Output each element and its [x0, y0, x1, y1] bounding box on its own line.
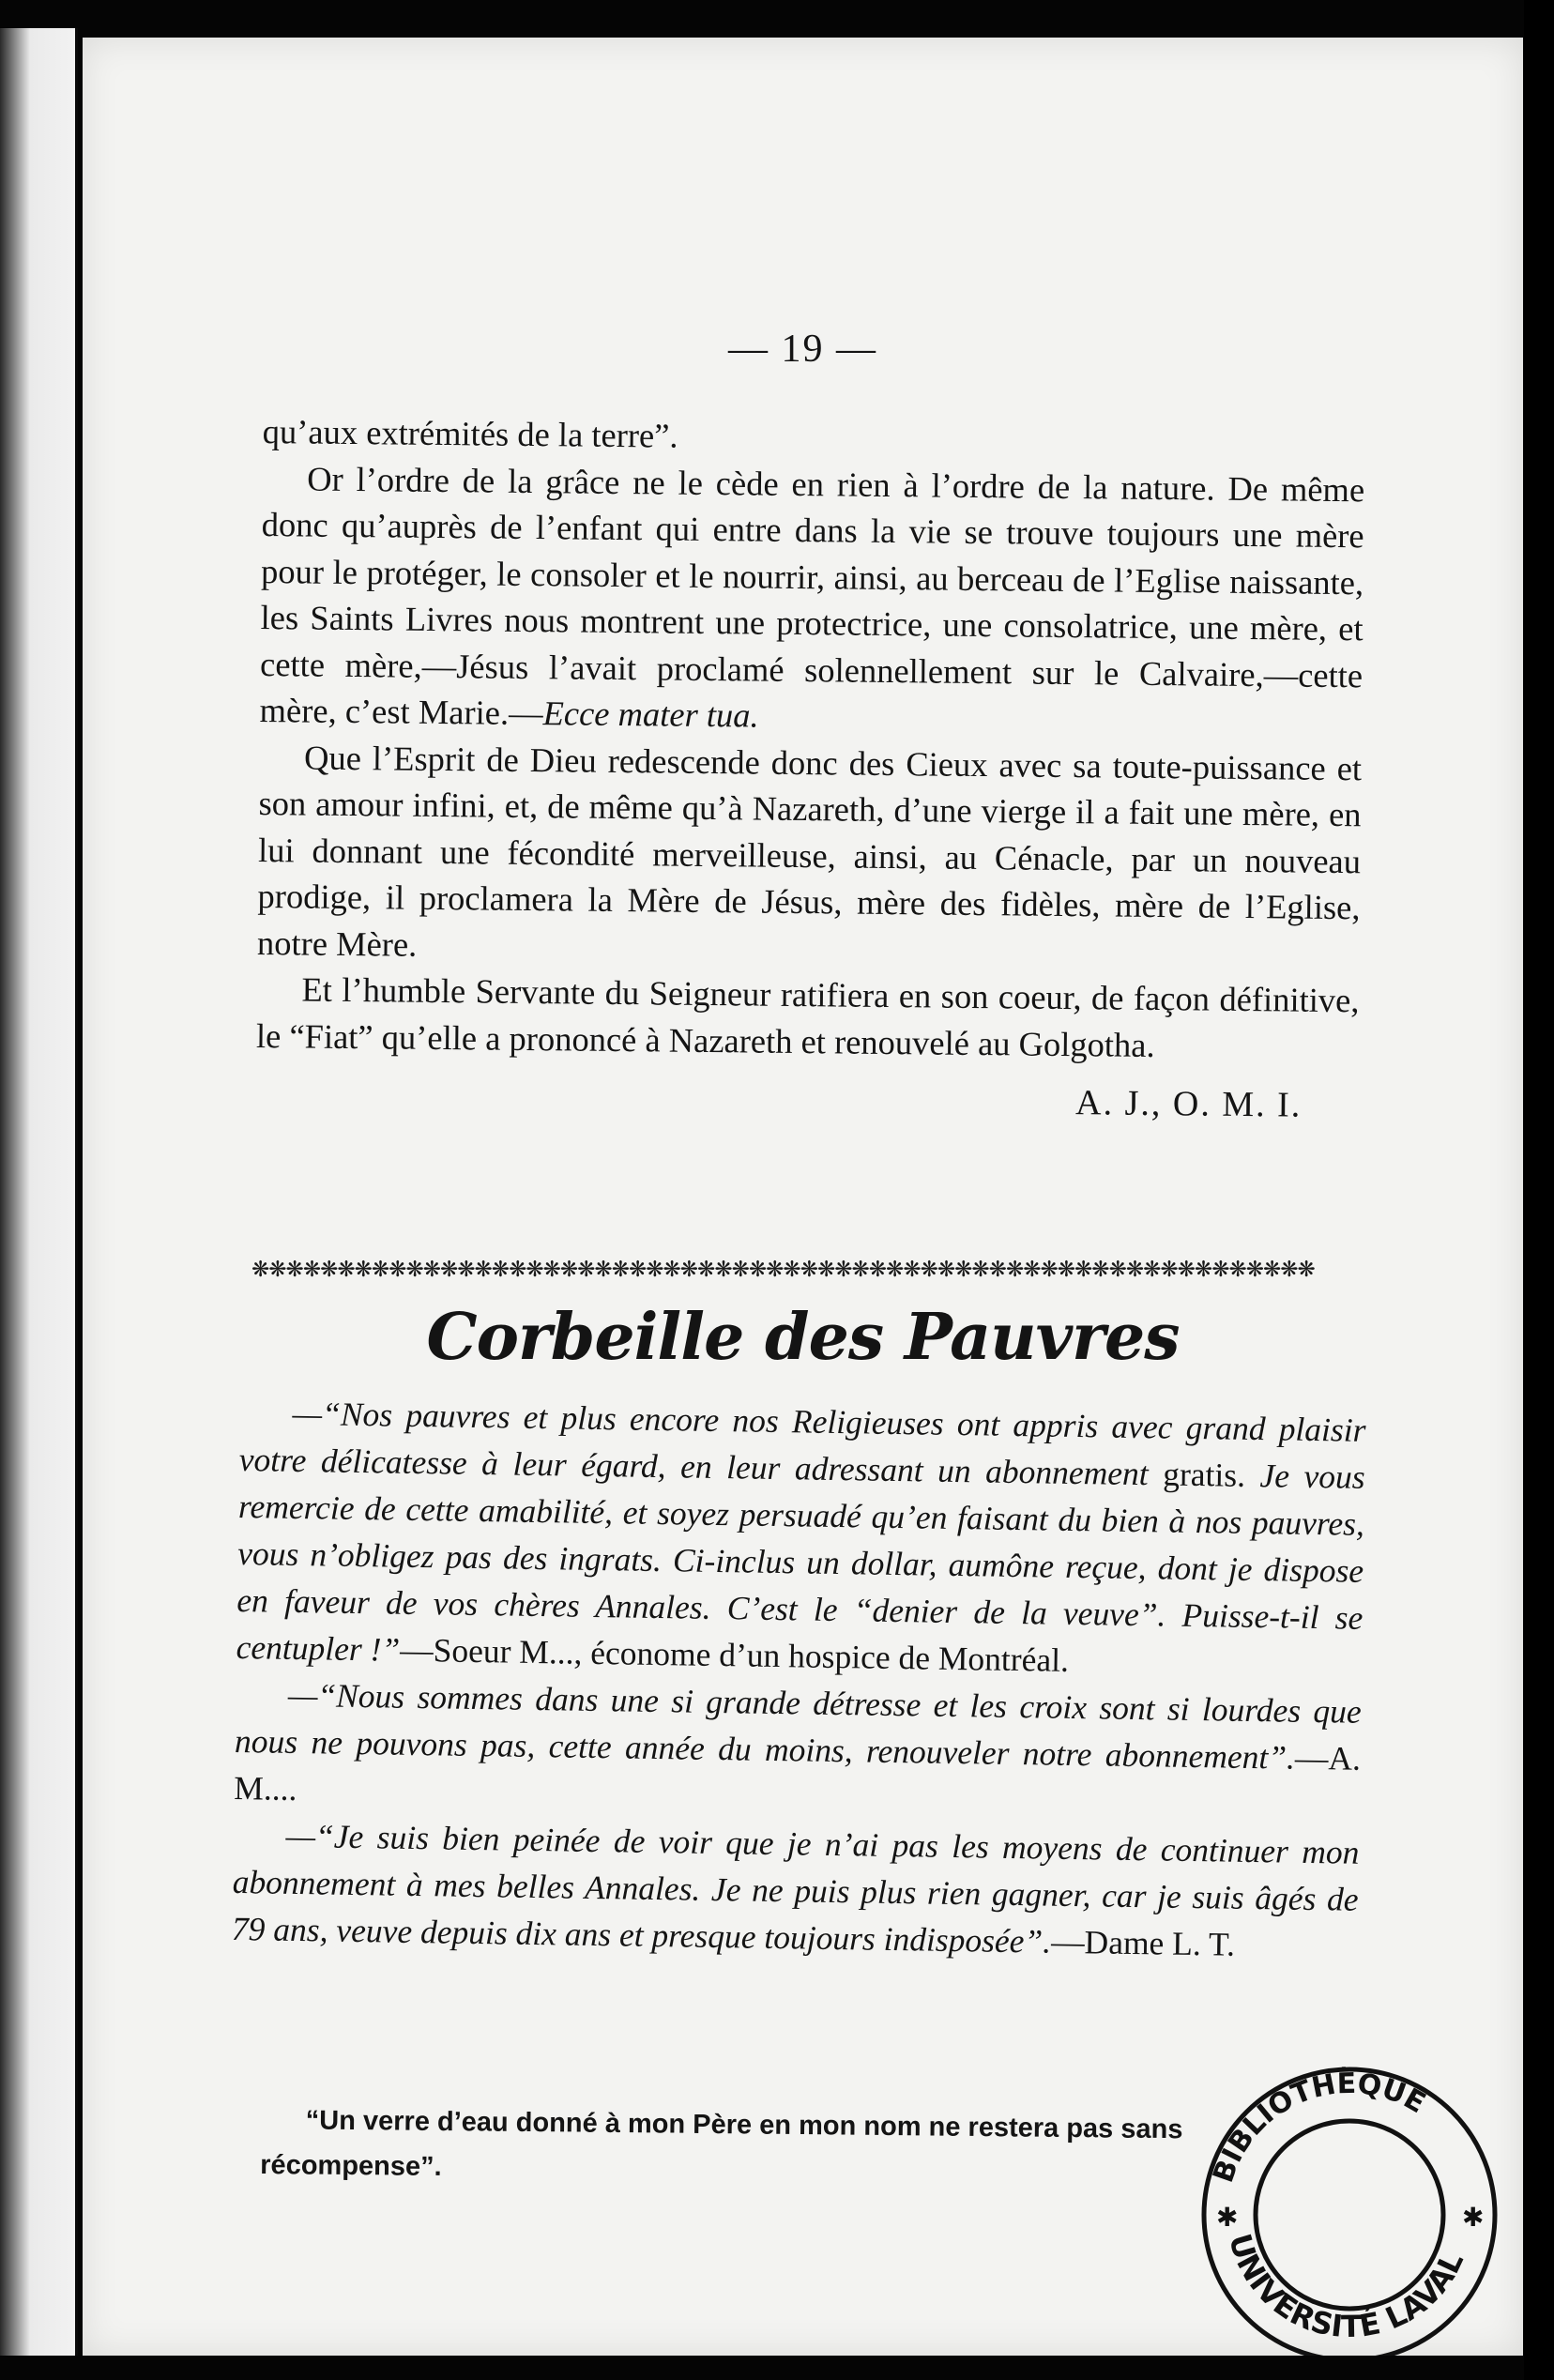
page-number: — 19 — — [728, 328, 877, 371]
article-paragraph-2-text: Or l’ordre de la grâce ne le cède en rien à l’ordre de la nature. De même donc qu’auprès de l’enfant qui entre dans la vie se trouve toujours une mère pour le protéger, le consoler et le nourrir, ainsi, au berceau de l’Eglise naissante, les Saints Livres nous montrent une protectrice, une consolatrice, une mère, et cette mère,—Jésus l’avait proclamé solennellement sur le Calvaire,—cette mère, c’est Marie.— — [259, 458, 1365, 733]
article-paragraph-1: qu’aux extrémités de la terre”. — [262, 411, 678, 455]
letter-1 — [236, 1389, 1366, 1688]
scan-right-edge — [1524, 0, 1554, 2380]
letter-2-quote: —“Nous sommes dans une si grande détresse et les croix sont si lourdes que nous ne pouvons pas, cette année du moins, renouveler notre abonnement”. — [234, 1675, 1363, 1777]
stamp-star-left: ✱ — [1216, 2202, 1239, 2233]
stamp-star-right: ✱ — [1462, 2202, 1485, 2233]
letter-1-gratis: gratis. — [1148, 1455, 1260, 1495]
ornamental-divider: ❋❋❋❋❋❋❋❋❋❋❋❋❋❋❋❋❋❋❋❋❋❋❋❋❋❋❋❋❋❋❋❋❋❋❋❋❋❋❋❋❋❋❋❋❋❋❋❋❋❋❋❋❋❋❋❋❋❋❋❋❋❋ — [251, 1258, 1315, 1282]
letter-1-attribution: —Soeur M..., économe d’un hospice de Montréal. — [399, 1630, 1070, 1679]
letters-section — [232, 1389, 1366, 1970]
stamp-label-top: BIBLIOTHÈQUE — [1207, 2067, 1431, 2188]
letter-3 — [232, 1811, 1360, 1970]
article-paragraph-3: Que l’Esprit de Dieu redescende donc des Cieux avec sa toute-puissance et son amour infini, et, de même qu’à Nazareth, d’une vierge il a fait une mère, en lui donnant une fécondité merveilleuse, ainsi, au Cénacle, par un nouveau prodige, il proclamera la Mère de Jésus, mère des fidèles, mère de l’Eglise, notre Mère. — [256, 737, 1363, 964]
letter-2 — [234, 1671, 1362, 1829]
letter-3-quote: —“Je suis bien peinée de voir que je n’ai pas les moyens de continuer mon abonnement à mes belles Annales. Je ne puis plus rien gagner, car je suis âgés de 79 ans, veuve depuis dix ans et presque toujours indisposée”. — [231, 1816, 1360, 1960]
letter-2-attribution: —A. M.... — [234, 1738, 1362, 1808]
article-paragraph-2 — [259, 454, 1364, 744]
article-paragraph-4: Et l’humble Servante du Seigneur ratifiera en son coeur, de façon définitive, le “Fiat” qu’elle a prononcé à Nazareth et renouvelé au Golgotha. — [255, 969, 1360, 1064]
letter-1-quote-b: Je vous remercie de cette amabilité, et soyez persuadé qu’en faisant du bien à nos pauvres, vous n’obligez pas des ingrats. Ci-inclus un dollar, aumône reçue, dont je dispose en faveur de vos chères Annales. C’est le “denier de la veuve”. Puisse-t-il se centupler !” — [236, 1457, 1366, 1669]
library-stamp — [1190, 2055, 1509, 2356]
letter-3-attribution: —Dame L. T. — [1050, 1922, 1236, 1963]
letter-1-quote-a: —“Nos pauvres et plus encore nos Religieuses ont appris avec grand plaisir votre délicatesse à leur égard, en leur adressant un abonnement — [238, 1394, 1366, 1493]
previous-page-edge — [0, 28, 78, 2356]
latin-quote: Ecce mater tua. — [542, 694, 759, 735]
page-sheet — [83, 38, 1523, 2356]
article-body — [255, 408, 1365, 1130]
stamp-label-bottom: UNIVERSITÉ LAVAL — [1222, 2229, 1471, 2345]
stamp-inner-ring — [1256, 2121, 1443, 2309]
closing-quote — [260, 2098, 1321, 2199]
section-heading: Corbeille des Pauvres — [426, 1300, 1180, 1375]
closing-quote-text: “Un verre d’eau donné à mon Père en mon nom ne restera pas sans récompense”. — [260, 2105, 1183, 2183]
article-signature: A. J., O. M. I. — [1074, 1083, 1303, 1125]
